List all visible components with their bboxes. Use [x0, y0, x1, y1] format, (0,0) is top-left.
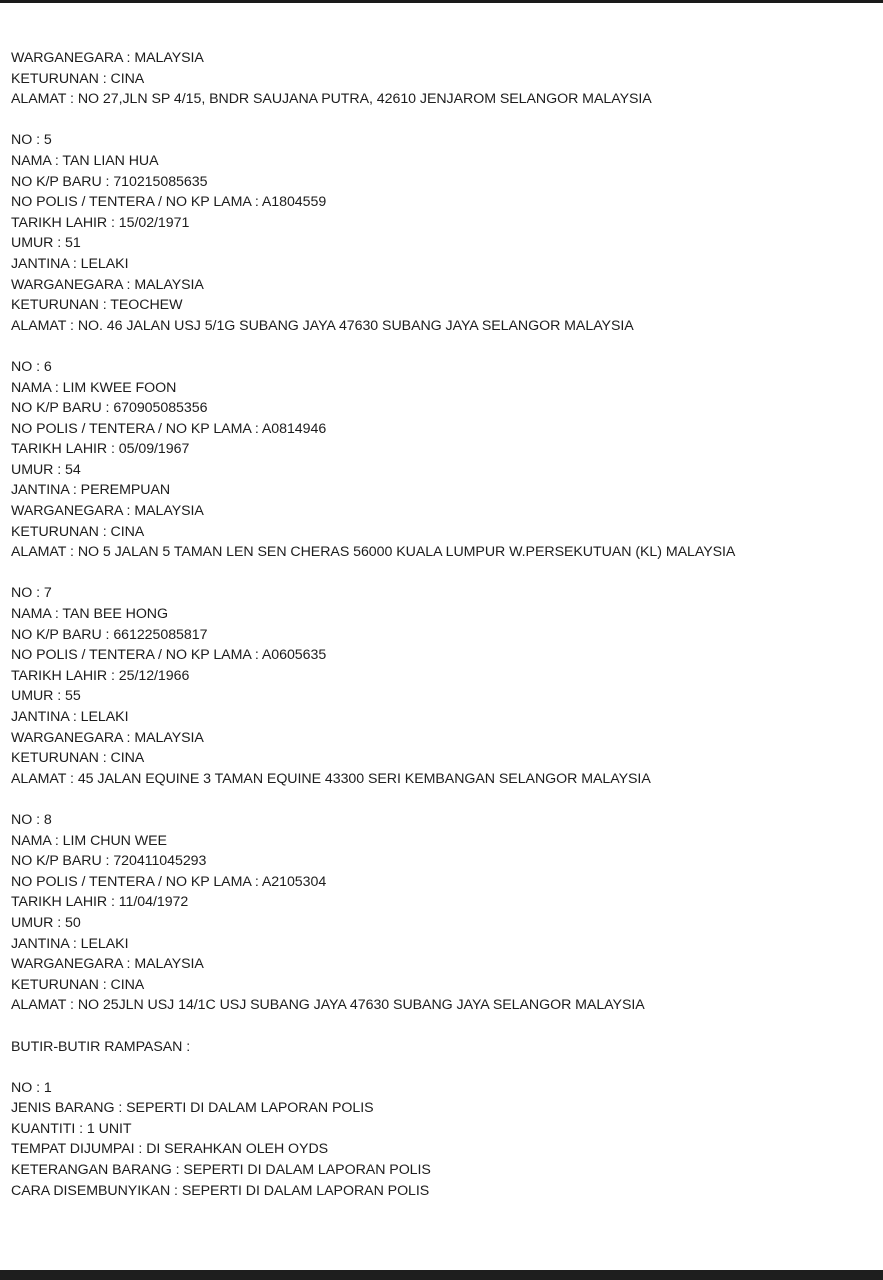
text-line: NO K/P BARU : 661225085817: [11, 626, 208, 643]
text-line: NAMA : LIM CHUN WEE: [11, 832, 167, 849]
text-line: UMUR : 54: [11, 461, 81, 478]
paragraph-gap: [11, 336, 876, 357]
text-line: WARGANEGARA : MALAYSIA: [11, 276, 204, 293]
text-line: KETURUNAN : TEOCHEW: [11, 297, 183, 314]
record-block: [11, 130, 876, 336]
text-line: KETURUNAN : CINA: [11, 523, 145, 540]
paragraph-gap: [11, 1057, 876, 1078]
text-line: KETURUNAN : CINA: [11, 70, 145, 87]
text-line: CARA DISEMBUNYIKAN : SEPERTI DI DALAM LAPORAN POLIS: [11, 1182, 430, 1199]
text-line: NO K/P BARU : 710215085635: [11, 173, 208, 190]
text-line: ALAMAT : NO. 46 JALAN USJ 5/1G SUBANG JAYA 47630 SUBANG JAYA SELANGOR MALAYSIA: [11, 317, 634, 334]
text-line: BUTIR-BUTIR RAMPASAN :: [11, 1038, 191, 1055]
record-block: [11, 357, 876, 563]
text-line: WARGANEGARA : MALAYSIA: [11, 956, 204, 973]
text-line: KUANTITI : 1 UNIT: [11, 1120, 132, 1137]
text-line: TARIKH LAHIR : 15/02/1971: [11, 214, 190, 231]
record-block: [11, 1078, 876, 1202]
text-line: NO POLIS / TENTERA / NO KP LAMA : A1804559: [11, 194, 327, 211]
text-line: NO K/P BARU : 720411045293: [11, 853, 207, 870]
paragraph-gap: [11, 110, 876, 131]
text-line: NO POLIS / TENTERA / NO KP LAMA : A0605635: [11, 647, 327, 664]
paragraph-gap: [11, 1016, 876, 1037]
text-line: KETERANGAN BARANG : SEPERTI DI DALAM LAPORAN POLIS: [11, 1162, 431, 1179]
text-line: WARGANEGARA : MALAYSIA: [11, 50, 204, 66]
text-line: TARIKH LAHIR : 11/04/1972: [11, 894, 189, 911]
record-block: [11, 810, 876, 1016]
text-line: NO POLIS / TENTERA / NO KP LAMA : A2105304: [11, 873, 327, 890]
text-line: NO K/P BARU : 670905085356: [11, 400, 208, 417]
text-line: KETURUNAN : CINA: [11, 976, 145, 993]
text-line: WARGANEGARA : MALAYSIA: [11, 729, 204, 746]
text-line: TARIKH LAHIR : 05/09/1967: [11, 441, 190, 458]
bottom-border: [0, 1270, 883, 1280]
text-line: ALAMAT : NO 5 JALAN 5 TAMAN LEN SEN CHERAS 56000 KUALA LUMPUR W.PERSEKUTUAN (KL) MALAYSIA: [11, 544, 736, 561]
text-line: WARGANEGARA : MALAYSIA: [11, 503, 204, 520]
text-line: JANTINA : LELAKI: [11, 255, 129, 272]
text-line: ALAMAT : NO 27,JLN SP 4/15, BNDR SAUJANA PUTRA, 42610 JENJAROM SELANGOR MALAYSIA: [11, 91, 652, 108]
text-line: JENIS BARANG : SEPERTI DI DALAM LAPORAN POLIS: [11, 1100, 374, 1117]
text-line: UMUR : 50: [11, 914, 81, 931]
top-border: [0, 0, 883, 3]
text-line: TARIKH LAHIR : 25/12/1966: [11, 667, 190, 684]
record-block: [11, 583, 876, 789]
paragraph-gap: [11, 789, 876, 810]
text-line: JANTINA : LELAKI: [11, 935, 129, 952]
text-line: NO : 7: [11, 585, 52, 602]
text-line: KETURUNAN : CINA: [11, 750, 145, 767]
record-block: [11, 48, 876, 110]
text-line: NO : 6: [11, 358, 52, 375]
text-line: NO : 5: [11, 132, 52, 149]
text-line: UMUR : 55: [11, 688, 81, 705]
text-line: UMUR : 51: [11, 235, 81, 252]
text-line: NO : 8: [11, 811, 52, 828]
document-body: [11, 48, 876, 1201]
text-line: NAMA : TAN LIAN HUA: [11, 152, 159, 169]
record-block: [11, 1037, 876, 1058]
text-line: NAMA : TAN BEE HONG: [11, 606, 168, 623]
text-line: JANTINA : LELAKI: [11, 709, 129, 725]
text-line: NAMA : LIM KWEE FOON: [11, 379, 177, 396]
text-line: JANTINA : PEREMPUAN: [11, 482, 171, 499]
text-line: ALAMAT : 45 JALAN EQUINE 3 TAMAN EQUINE 43300 SERI KEMBANGAN SELANGOR MALAYSIA: [11, 770, 651, 787]
text-line: TEMPAT DIJUMPAI : DI SERAHKAN OLEH OYDS: [11, 1141, 329, 1158]
text-line: ALAMAT : NO 25JLN USJ 14/1C USJ SUBANG JAYA 47630 SUBANG JAYA SELANGOR MALAYSIA: [11, 997, 645, 1014]
text-line: NO : 1: [11, 1079, 52, 1096]
paragraph-gap: [11, 563, 876, 584]
text-line: NO POLIS / TENTERA / NO KP LAMA : A0814946: [11, 420, 327, 437]
